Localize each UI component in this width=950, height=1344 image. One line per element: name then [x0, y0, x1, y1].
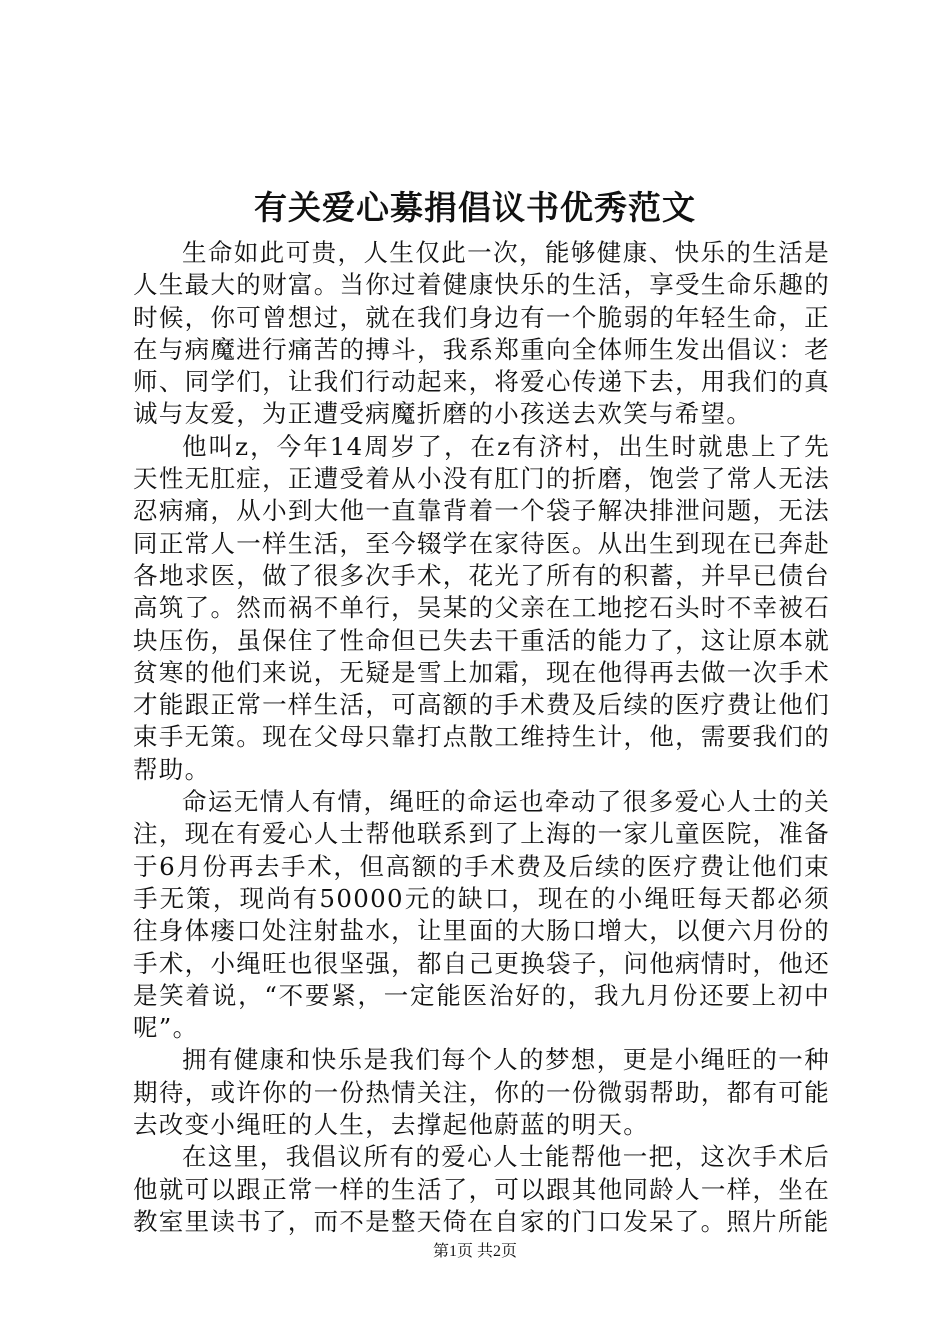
paragraph: 他叫z，今年14周岁了，在z有济村，出生时就患上了先天性无肛症，正遭受着从小没有肛门的折磨，饱尝了常人无法忍病痛，从小到大他一直靠背着一个袋子解决排泄问题，无法同正常人一样生活，至今辍学在家待医。从出生到现在已奔赴各地求医，做了很多次手术，花光了所有的积蓄，并早已债台高筑了。然而祸不单行，吴某的父亲在工地挖石头时不幸被石块压伤，虽保住了性命但已失去干重活的能力了，这让原本就贫寒的他们来说，无疑是雪上加霜，现在他得再去做一次手术才能跟正常一样生活，可高额的手术费及后续的医疗费让他们束手无策。现在父母只靠打点散工维持生计，他，需要我们的帮助。: [133, 431, 830, 784]
document-title: 有关爱心募捐倡议书优秀范文: [254, 188, 696, 227]
paragraph: 命运无情人有情，绳旺的命运也牵动了很多爱心人士的关注，现在有爱心人士帮他联系到了上海的一家儿童医院，准备于6月份再去手术，但高额的手术费及后续的医疗费让他们束手无策，现尚有50000元的缺口，现在的小绳旺每天都必须往身体瘘口处注射盐水，让里面的大肠口增大，以便六月份的手术，小绳旺也很坚强，都自己更换袋子，问他病情时，他还是笑着说，“不要紧，一定能医治好的，我九月份还要上初中呢”。: [133, 787, 830, 1043]
paragraph: 在这里，我倡议所有的爱心人士能帮他一把，这次手术后他就可以跟正常一样的生活了，可以跟其他同龄人一样，坐在教室里读书了，而不是整天倚在自家的门口发呆了。照片所能: [133, 1142, 830, 1236]
document-body: [133, 237, 830, 1238]
paragraph: 生命如此可贵，人生仅此一次，能够健康、快乐的生活是人生最大的财富。当你过着健康快乐的生活，享受生命乐趣的时候，你可曾想过，就在我们身边有一个脆弱的年轻生命，正在与病魔进行痛苦的搏斗，我系郑重向全体师生发出倡议：老师、同学们，让我们行动起来，将爱心传递下去，用我们的真诚与友爱，为正遭受病魔折磨的小孩送去欢笑与希望。: [133, 238, 830, 429]
paragraph: 拥有健康和快乐是我们每个人的梦想，更是小绳旺的一种期待，或许你的一份热情关注，你的一份微弱帮助，都有可能去改变小绳旺的人生，去撑起他蔚蓝的明天。: [133, 1045, 830, 1140]
page-number-footer: 第1页 共2页: [432, 1243, 517, 1260]
